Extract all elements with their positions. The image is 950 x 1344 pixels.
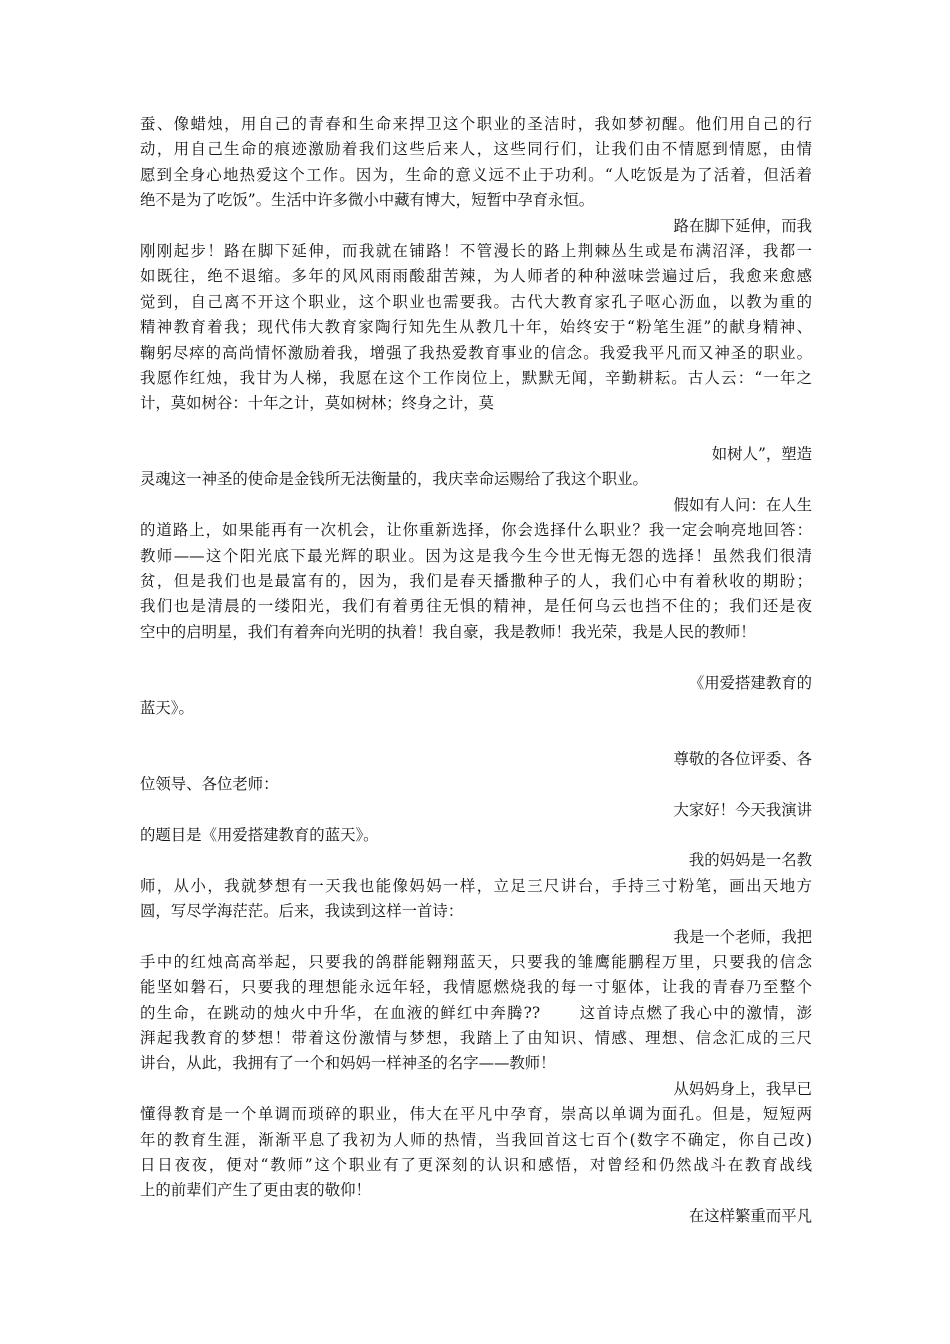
paragraph: [140, 798, 812, 849]
text-line: 手中的红烛高高举起，只要我的鸽群能翱翔蓝天，只要我的雏鹰能鹏程万里，只要我的信念: [140, 952, 812, 971]
paragraph: [140, 747, 812, 798]
paragraph-lead-line: 《用爱搭建教育的: [688, 673, 812, 692]
text-line: 愿到全身心地热爱这个工作。因为，生命的意义远不止于功利。“人吃饭是为了活着，但活着: [140, 165, 812, 184]
text-line: 师，从小，我就梦想有一天我也能像妈妈一样，立足三尺讲台，手持三寸粉笔，画出天地方: [140, 876, 812, 895]
text-line: 我们也是清晨的一缕阳光，我们有着勇往无惧的精神，是任何乌云也挡不住的；我们还是夜: [140, 597, 812, 616]
text-line: 鞠躬尽瘁的高尚情怀激励着我，增强了我热爱教育事业的信念。我爱我平凡而又神圣的职业。: [140, 343, 812, 362]
paragraph-lead-line: 假如有人问：在人生: [673, 495, 812, 514]
paragraph-lead-line: 在这样繁重而平凡: [688, 1206, 812, 1225]
text-line: 讲台，从此，我拥有了一个和妈妈一样神圣的名字——教师！: [140, 1054, 556, 1073]
paragraph-lead-line: 我的妈妈是一名教: [688, 851, 812, 870]
text-line: 年的教育生涯，渐渐平息了我初为人师的热情，当我回首这七百个(数字不确定，你自己改): [140, 1130, 812, 1149]
text-line: 我愿作红烛，我甘为人梯，我愿在这个工作岗位上，默默无闻，辛勤耕耘。古人云：“一年之: [140, 368, 812, 387]
paragraph-lead-line: 路在脚下延伸，而我: [673, 216, 812, 235]
text-line: 觉到，自己离不开这个职业，这个职业也需要我。古代大教育家孔子呕心沥血，以教为重的: [140, 292, 812, 311]
text-line: 绝不是为了吃饭”。生活中许多微小中藏有博大，短暂中孕育永恒。: [140, 191, 595, 210]
text-line: 动，用自己生命的痕迹激励着我们这些后来人，这些同行们，让我们由不情愿到情愿，由情: [140, 140, 812, 159]
paragraph: [140, 671, 812, 722]
paragraph-lead-line: 尊敬的各位评委、各: [673, 749, 812, 768]
text-line: 灵魂这一神圣的使命是金钱所无法衡量的，我庆幸命运赐给了我这个职业。: [140, 470, 648, 489]
text-line: 计，莫如树谷：十年之计，莫如树林；终身之计，莫: [140, 394, 494, 413]
paragraph: [140, 493, 812, 645]
text-line: 如既往，绝不退缩。多年的风风雨雨酸甜苦辣，为人师者的种种滋味尝遍过后，我愈来愈感: [140, 267, 812, 286]
paragraph: [140, 1077, 812, 1204]
text-line: 能坚如磐石，只要我的理想能永远年轻，我情愿燃烧我的每一寸躯体，让我的青春乃至整个: [140, 978, 812, 997]
text-line: 圆，写尽学海茫茫。后来，我读到这样一首诗：: [140, 902, 464, 921]
text-line: 蓝天》。: [140, 698, 194, 717]
paragraph: [140, 214, 812, 417]
paragraph: [140, 442, 812, 493]
text-line: 刚刚起步！路在脚下延伸，而我就在铺路！不管漫长的路上荆棘丛生或是布满沼泽，我都一: [140, 241, 812, 260]
paragraph-lead-line: 从妈妈身上，我早已: [673, 1079, 812, 1098]
paragraph-lead-line: 如树人”，塑造: [711, 445, 812, 464]
text-line: 蚕、像蜡烛，用自己的青春和生命来捍卫这个职业的圣洁时，我如梦初醒。他们用自己的行: [140, 115, 812, 133]
text-line: 湃起我教育的梦想！带着这份激情与梦想，我踏上了由知识、情感、理想、信念汇成的三尺: [140, 1029, 812, 1048]
text-line: 空中的启明星，我们有着奔向光明的执着！我自豪，我是教师！我光荣，我是人民的教师！: [140, 622, 756, 641]
text-line: 的生命，在跳动的烛火中升华，在血液的鲜红中奔腾?? 这首诗点燃了我心中的激情，澎: [140, 1003, 812, 1022]
text-line: 的题目是《用爱搭建教育的蓝天》。: [140, 825, 379, 844]
paragraph-lead-line: 大家好！今天我演讲: [673, 800, 812, 819]
blank-line: [140, 417, 812, 442]
paragraph: [140, 848, 812, 924]
paragraph: [140, 112, 812, 214]
document-page: [140, 112, 812, 1229]
paragraph: [140, 925, 812, 1077]
text-line: 的道路上，如果能再有一次机会，让你重新选择，你会选择什么职业？我一定会响亮地回答：: [140, 521, 812, 540]
text-line: 精神教育着我；现代伟大教育家陶行知先生从教几十年，始终安于“粉笔生涯”的献身精神、: [140, 318, 812, 337]
paragraph: [140, 1204, 812, 1229]
text-line: 上的前辈们产生了更由衷的敬仰！: [140, 1181, 371, 1200]
blank-line: [140, 645, 812, 670]
paragraph-lead-line: 我是一个老师，我把: [673, 927, 812, 946]
blank-line: [140, 721, 812, 746]
text-line: 懂得教育是一个单调而琐碎的职业，伟大在平凡中孕育，崇高以单调为面孔。但是，短短两: [140, 1105, 812, 1124]
text-line: 贫，但是我们也是最富有的，因为，我们是春天播撒种子的人，我们心中有着秋收的期盼；: [140, 572, 812, 591]
text-line: 教师——这个阳光底下最光辉的职业。因为这是我今生今世无悔无怨的选择！虽然我们很清: [140, 546, 812, 565]
text-line: 位领导、各位老师：: [140, 775, 279, 794]
text-line: 日日夜夜，便对“教师”这个职业有了更深刻的认识和感悟，对曾经和仍然战斗在教育战线: [140, 1156, 812, 1175]
